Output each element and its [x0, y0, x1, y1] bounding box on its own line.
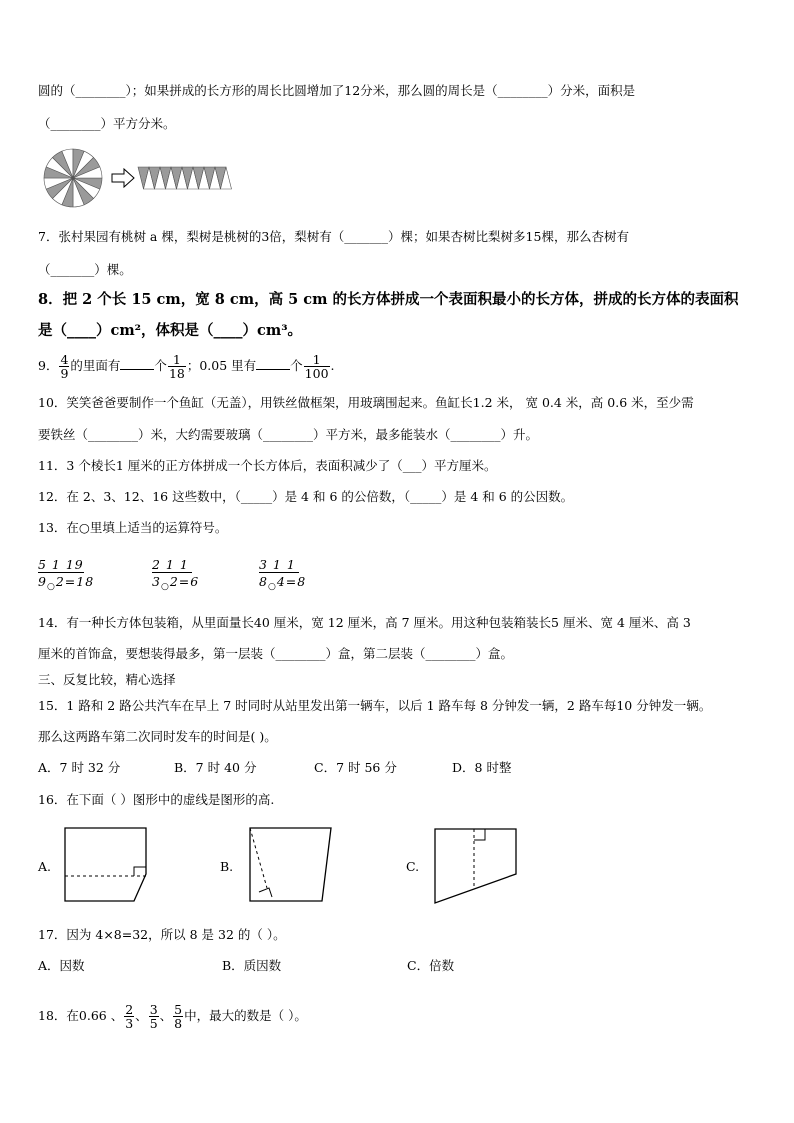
answer-blank[interactable]	[256, 357, 290, 370]
q15-line2: 那么这两路车第二次同时发车的时间是( )。	[38, 729, 277, 744]
q13-title: 13．在○里填上适当的运算符号。	[38, 520, 228, 535]
fraction-1-18: $\frac{1}{18}$	[168, 352, 185, 381]
q16-label-c[interactable]: C.	[406, 859, 420, 874]
trapezoid-b-figure	[247, 826, 337, 904]
q15-option-c[interactable]: C．7 时 56 分	[314, 760, 397, 775]
q9-line: 9． $\frac{4}{9}$ 的里面有 个 $\frac{1}{18}$ ；0.05 里有 个 $\frac{1}{100}$ .	[38, 352, 335, 381]
operator-circle[interactable]: ○	[46, 582, 56, 592]
q17-option-b[interactable]: B．质因数	[222, 958, 282, 973]
q11: 11．3 个棱长1 厘米的正方体拼成一个长方体后，表面积减少了（___）平方厘米。	[38, 458, 497, 473]
q15-line1: 15．1 路和 2 路公共汽车在早上 7 时同时从站里发出第一辆车，以后 1 路车每 8 分钟发一辆，2 路车每10 分钟发一辆。	[38, 698, 712, 713]
q16-label-b[interactable]: B.	[220, 859, 234, 874]
fraction-2-3: $\frac{2}{3}$	[125, 1002, 134, 1031]
q16-label-a[interactable]: A.	[38, 859, 52, 874]
q10-line1: 10．笑笑爸爸要制作一个鱼缸（无盖），用铁丝做框架，用玻璃围起来。鱼缸长1.2 米， 宽 0.4 米，高 0.6 米，至少需	[38, 395, 694, 410]
q17-option-c[interactable]: C．倍数	[407, 958, 455, 973]
q17-option-a[interactable]: A．因数	[38, 958, 85, 973]
fraction-4-9: $\frac{4}{9}$	[60, 352, 69, 381]
answer-blank[interactable]	[120, 357, 154, 370]
q6-line2: （________）平方分米。	[38, 116, 176, 131]
q8-line1: 8．把 2 个长 15 cm，宽 8 cm，高 5 cm 的长方体拼成一个表面积最小的长方体，拼成的长方体的表面积	[38, 291, 739, 308]
operator-circle[interactable]: ○	[267, 582, 277, 592]
section-heading: 三、反复比较，精心选择	[38, 672, 176, 687]
q17-title: 17．因为 4×8=32，所以 8 是 32 的（ ）。	[38, 927, 286, 942]
q12: 12．在 2、3、12、16 这些数中，（_____）是 4 和 6 的公倍数，（_____）是 4 和 6 的公因数。	[38, 489, 574, 504]
q7-line1: 7．张村果园有桃树 a 棵，梨树是桃树的3倍，梨树有（_______）棵；如果杏树比梨树多15棵，那么杏树有	[38, 229, 629, 244]
q9-number: 9．	[38, 358, 59, 373]
q10-line2: 要铁丝（________）米，大约需要玻璃（________）平方米，最多能装水（________）升。	[38, 427, 539, 442]
operator-circle[interactable]: ○	[160, 582, 170, 592]
fraction-3-5: $\frac{3}{5}$	[149, 1002, 158, 1031]
trapezoid-a-figure	[62, 826, 152, 904]
q8-line2: 是（____）cm²，体积是（____）cm³。	[38, 322, 303, 339]
q15-option-b[interactable]: B．7 时 40 分	[174, 760, 257, 775]
fraction-5-8: $\frac{5}{8}$	[174, 1002, 183, 1031]
fraction-1-100: $\frac{1}{100}$	[304, 352, 329, 381]
q15-option-a[interactable]: A．7 时 32 分	[38, 760, 121, 775]
q14-line1: 14．有一种长方体包装箱，从里面量长40 厘米，宽 12 厘米，高 7 厘米。用这种包装箱装长5 厘米、宽 4 厘米、高 3	[38, 615, 691, 630]
trapezoid-c-figure	[432, 826, 522, 906]
q16-title: 16．在下面（ ）图形中的虚线是图形的高.	[38, 792, 275, 807]
q15-option-d[interactable]: D．8 时整	[452, 760, 512, 775]
circle-sector-figure	[42, 147, 232, 209]
q7-line2: （_______）棵。	[38, 262, 132, 277]
q18-line: 18．在0.66 、 $\frac{2}{3}$ 、 $\frac{3}{5}$ 、 $\frac{5}{8}$ 中，最大的数是（ ）。	[38, 1002, 307, 1031]
q6-line1: 圆的（________）；如果拼成的长方形的周长比圆增加了12分米，那么圆的周长是（________）分米，面积是	[38, 83, 636, 98]
q14-line2: 厘米的首饰盒，要想装得最多，第一层装（________）盒，第二层装（________）盒。	[38, 646, 514, 661]
